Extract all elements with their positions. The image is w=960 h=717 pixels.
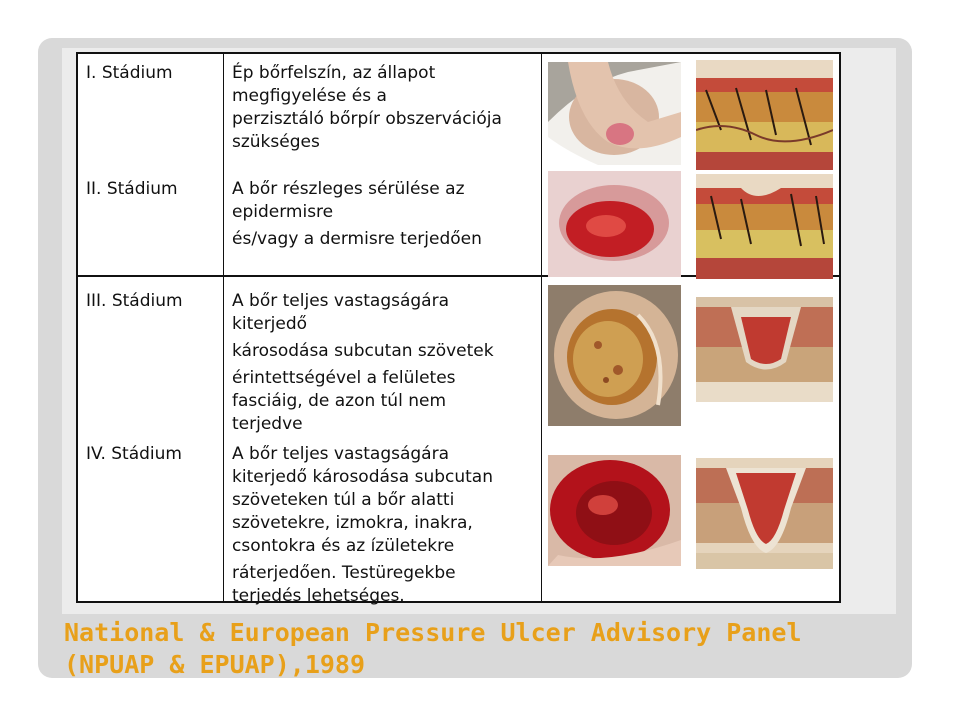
stage-1-label: I. Stádium (86, 63, 173, 83)
stage-2-label: II. Stádium (86, 179, 178, 199)
column-divider (223, 54, 224, 601)
column-divider (541, 54, 542, 601)
stage-4-description: A bőr teljes vastagságára kiterjedő károsodása subcutan szöveteken túl a bőr alatti szövetekre, izmokra, inakra, csontokra és az ízületekre ráterjedően. Testüregekbe terjedés lehetséges. (232, 444, 493, 606)
stages-table (76, 52, 841, 606)
stage-4-label: IV. Stádium (86, 444, 182, 464)
stage-2-description: A bőr részleges sérülése az epidermisre és/vagy a dermisre terjedően (232, 179, 482, 249)
stage-4-diagram (696, 458, 833, 569)
stage-4-photo (548, 455, 681, 566)
stage-2-photo (548, 171, 681, 277)
stage-3-diagram (696, 297, 833, 402)
source-title-line-2: (NPUAP & EPUAP),1989 (64, 650, 366, 679)
source-title-line-1: National & European Pressure Ulcer Advisory Panel (64, 618, 802, 647)
stage-3-label: III. Stádium (86, 291, 183, 311)
stage-1-diagram (696, 60, 833, 170)
stage-1-description: Ép bőrfelszín, az állapot megfigyelése és a perzisztáló bőrpír obszervációja szükséges (232, 63, 502, 152)
stage-2-diagram (696, 174, 833, 279)
stage-1-photo (548, 62, 681, 165)
stage-3-description: A bőr teljes vastagságára kiterjedő károsodása subcutan szövetek érintettségével a felületes fasciáig, de azon túl nem terjedve (232, 291, 494, 434)
stage-3-photo (548, 285, 681, 426)
